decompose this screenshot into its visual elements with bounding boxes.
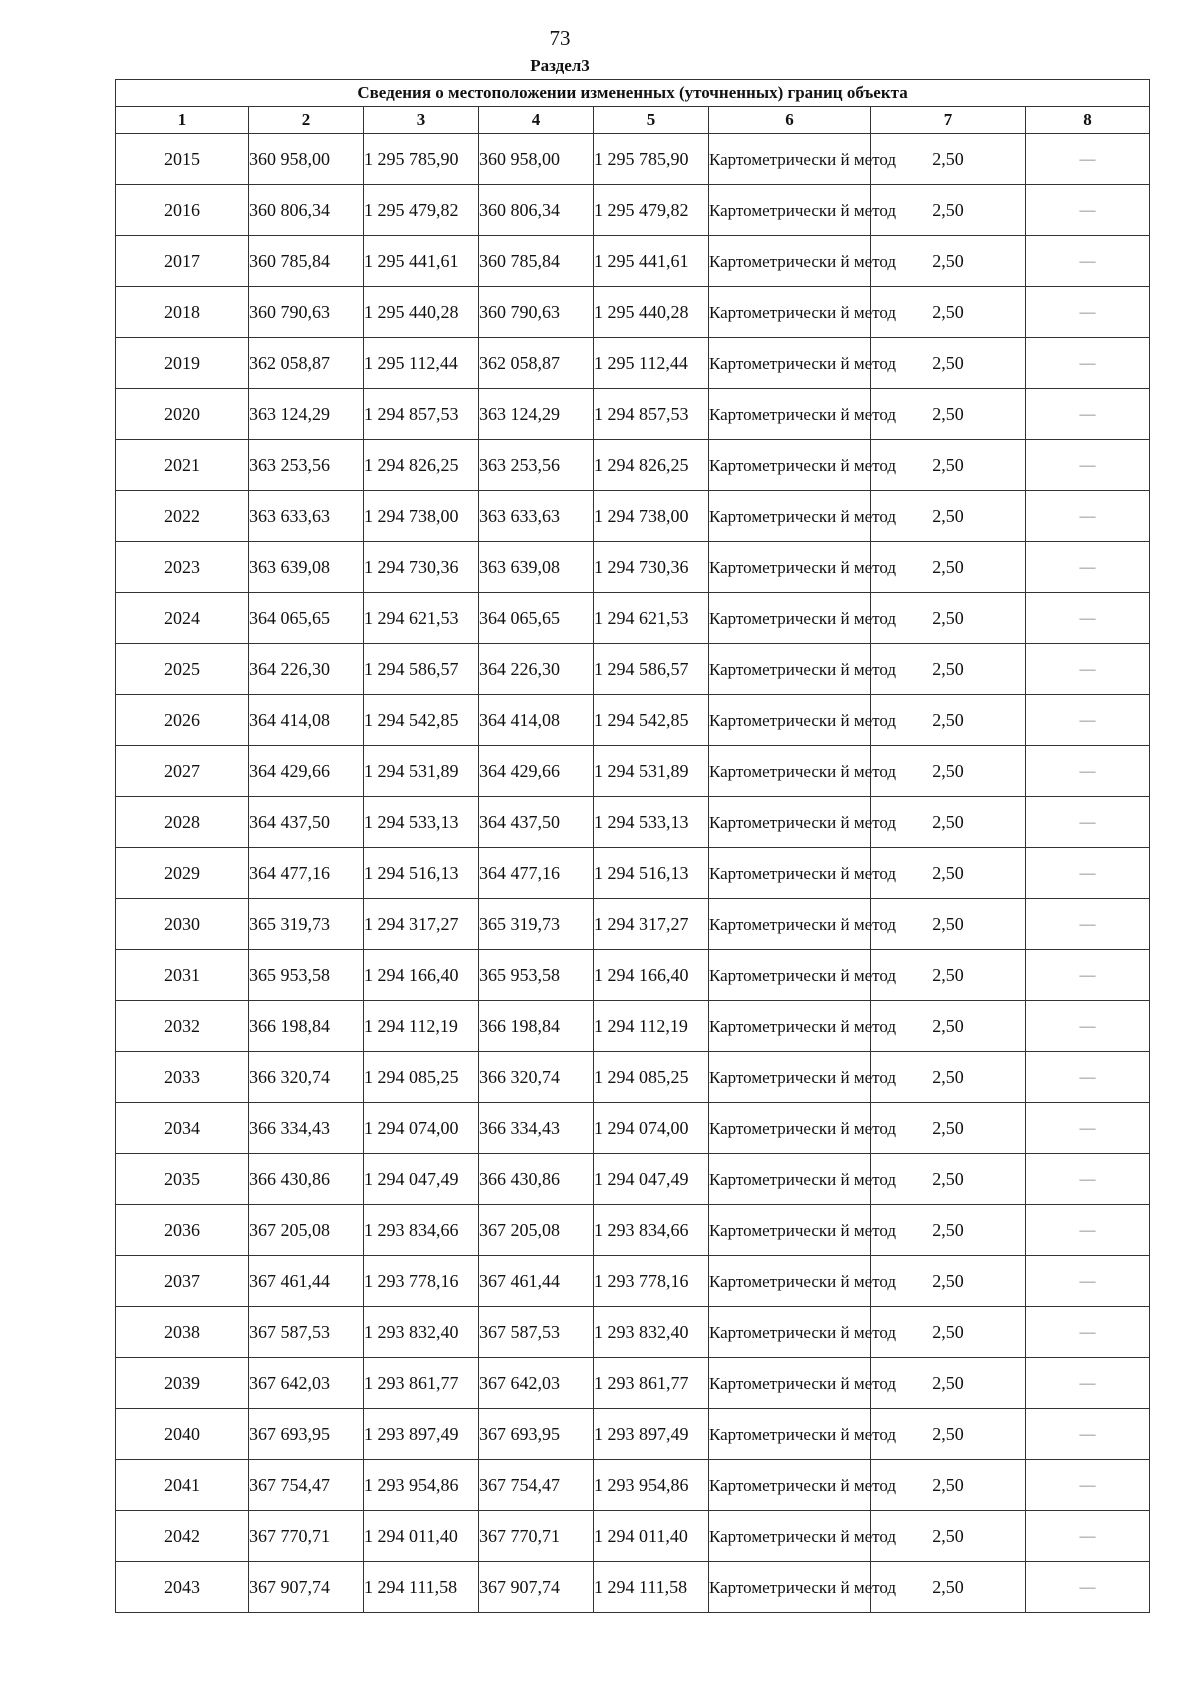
y-new-cell: 1 295 440,28 [594,287,709,338]
accuracy-cell: 2,50 [871,593,1026,644]
table-caption-row [116,80,1150,107]
accuracy-cell: 2,50 [871,848,1026,899]
x-old-cell: 367 754,47 [249,1460,364,1511]
y-old-cell: 1 293 832,40 [364,1307,479,1358]
table-row [116,287,1150,338]
point-number-cell: 2020 [116,389,249,440]
point-number-cell: 2043 [116,1562,249,1613]
point-number-cell: 2015 [116,134,249,185]
column-header: 3 [364,107,479,134]
x-new-cell: 364 429,66 [479,746,594,797]
x-new-cell: 360 785,84 [479,236,594,287]
x-old-cell: 366 430,86 [249,1154,364,1205]
x-new-cell: 365 319,73 [479,899,594,950]
table-row [116,746,1150,797]
x-old-cell: 367 587,53 [249,1307,364,1358]
point-number-cell: 2018 [116,287,249,338]
y-new-cell: 1 294 112,19 [594,1001,709,1052]
table-row [116,695,1150,746]
accuracy-cell: 2,50 [871,185,1026,236]
method-cell: Картометрически й метод [709,593,871,644]
point-number-cell: 2041 [116,1460,249,1511]
x-old-cell: 367 693,95 [249,1409,364,1460]
y-new-cell: 1 293 778,16 [594,1256,709,1307]
table-row [116,542,1150,593]
x-old-cell: 367 461,44 [249,1256,364,1307]
point-number-cell: 2025 [116,644,249,695]
point-number-cell: 2016 [116,185,249,236]
y-old-cell: 1 293 861,77 [364,1358,479,1409]
table-row [116,1205,1150,1256]
x-old-cell: 360 806,34 [249,185,364,236]
point-number-cell: 2034 [116,1103,249,1154]
column-header: 5 [594,107,709,134]
x-old-cell: 363 124,29 [249,389,364,440]
point-number-cell: 2021 [116,440,249,491]
accuracy-cell: 2,50 [871,338,1026,389]
description-cell: — [1026,1358,1150,1409]
y-old-cell: 1 294 516,13 [364,848,479,899]
method-cell: Картометрически й метод [709,950,871,1001]
method-cell: Картометрически й метод [709,797,871,848]
x-new-cell: 367 907,74 [479,1562,594,1613]
x-new-cell: 363 253,56 [479,440,594,491]
method-cell: Картометрически й метод [709,644,871,695]
column-header: 2 [249,107,364,134]
x-old-cell: 367 770,71 [249,1511,364,1562]
y-new-cell: 1 294 011,40 [594,1511,709,1562]
y-new-cell: 1 294 317,27 [594,899,709,950]
y-old-cell: 1 295 785,90 [364,134,479,185]
x-old-cell: 360 785,84 [249,236,364,287]
table-body [116,134,1150,1613]
method-cell: Картометрически й метод [709,287,871,338]
description-cell: — [1026,746,1150,797]
x-new-cell: 364 477,16 [479,848,594,899]
method-cell: Картометрически й метод [709,695,871,746]
method-cell: Картометрически й метод [709,1460,871,1511]
x-old-cell: 366 320,74 [249,1052,364,1103]
x-new-cell: 367 205,08 [479,1205,594,1256]
accuracy-cell: 2,50 [871,797,1026,848]
description-cell: — [1026,1205,1150,1256]
x-new-cell: 366 320,74 [479,1052,594,1103]
y-old-cell: 1 294 533,13 [364,797,479,848]
method-cell: Картометрически й метод [709,185,871,236]
method-cell: Картометрически й метод [709,1409,871,1460]
table-row [116,797,1150,848]
y-new-cell: 1 293 954,86 [594,1460,709,1511]
description-cell: — [1026,1052,1150,1103]
table-row [116,134,1150,185]
description-cell: — [1026,287,1150,338]
column-header: 6 [709,107,871,134]
method-cell: Картометрически й метод [709,1052,871,1103]
y-old-cell: 1 294 738,00 [364,491,479,542]
y-new-cell: 1 293 834,66 [594,1205,709,1256]
accuracy-cell: 2,50 [871,542,1026,593]
column-header: 1 [116,107,249,134]
description-cell: — [1026,491,1150,542]
y-new-cell: 1 294 586,57 [594,644,709,695]
description-cell: — [1026,797,1150,848]
x-old-cell: 366 198,84 [249,1001,364,1052]
y-new-cell: 1 295 479,82 [594,185,709,236]
method-cell: Картометрически й метод [709,1103,871,1154]
point-number-cell: 2030 [116,899,249,950]
x-new-cell: 362 058,87 [479,338,594,389]
description-cell: — [1026,1307,1150,1358]
description-cell: — [1026,848,1150,899]
point-number-cell: 2027 [116,746,249,797]
description-cell: — [1026,542,1150,593]
x-old-cell: 367 642,03 [249,1358,364,1409]
accuracy-cell: 2,50 [871,1154,1026,1205]
accuracy-cell: 2,50 [871,1460,1026,1511]
point-number-cell: 2017 [116,236,249,287]
description-cell: — [1026,1001,1150,1052]
table-row [116,644,1150,695]
description-cell: — [1026,338,1150,389]
y-new-cell: 1 294 621,53 [594,593,709,644]
method-cell: Картометрически й метод [709,848,871,899]
accuracy-cell: 2,50 [871,1511,1026,1562]
point-number-cell: 2040 [116,1409,249,1460]
y-new-cell: 1 295 112,44 [594,338,709,389]
x-old-cell: 364 065,65 [249,593,364,644]
point-number-cell: 2042 [116,1511,249,1562]
x-old-cell: 363 639,08 [249,542,364,593]
x-old-cell: 364 437,50 [249,797,364,848]
y-old-cell: 1 295 112,44 [364,338,479,389]
description-cell: — [1026,236,1150,287]
accuracy-cell: 2,50 [871,899,1026,950]
table-row [116,338,1150,389]
accuracy-cell: 2,50 [871,1409,1026,1460]
y-old-cell: 1 293 778,16 [364,1256,479,1307]
x-old-cell: 364 477,16 [249,848,364,899]
y-new-cell: 1 294 826,25 [594,440,709,491]
method-cell: Картометрически й метод [709,1154,871,1205]
x-old-cell: 364 414,08 [249,695,364,746]
description-cell: — [1026,899,1150,950]
x-new-cell: 360 958,00 [479,134,594,185]
table-row [116,1511,1150,1562]
x-new-cell: 366 334,43 [479,1103,594,1154]
description-cell: — [1026,1154,1150,1205]
point-number-cell: 2035 [116,1154,249,1205]
table-row [116,1103,1150,1154]
table-caption: Сведения о местоположении измененных (уточненных) границ объекта [116,80,1150,107]
x-new-cell: 366 198,84 [479,1001,594,1052]
description-cell: — [1026,440,1150,491]
accuracy-cell: 2,50 [871,1052,1026,1103]
x-old-cell: 365 319,73 [249,899,364,950]
coordinates-table [115,79,1150,1613]
y-old-cell: 1 294 111,58 [364,1562,479,1613]
y-old-cell: 1 293 954,86 [364,1460,479,1511]
table-row [116,593,1150,644]
section-title: Раздел3 [530,56,590,75]
method-cell: Картометрически й метод [709,1001,871,1052]
method-cell: Картометрически й метод [709,1307,871,1358]
table-row [116,1409,1150,1460]
point-number-cell: 2039 [116,1358,249,1409]
description-cell: — [1026,1103,1150,1154]
y-new-cell: 1 294 047,49 [594,1154,709,1205]
x-new-cell: 363 633,63 [479,491,594,542]
method-cell: Картометрически й метод [709,491,871,542]
y-old-cell: 1 294 586,57 [364,644,479,695]
description-cell: — [1026,1562,1150,1613]
x-old-cell: 367 907,74 [249,1562,364,1613]
x-new-cell: 360 790,63 [479,287,594,338]
x-new-cell: 363 124,29 [479,389,594,440]
point-number-cell: 2022 [116,491,249,542]
table-row [116,440,1150,491]
y-old-cell: 1 294 857,53 [364,389,479,440]
y-old-cell: 1 294 047,49 [364,1154,479,1205]
y-new-cell: 1 294 738,00 [594,491,709,542]
y-old-cell: 1 294 011,40 [364,1511,479,1562]
page-number: 73 [549,26,571,50]
y-new-cell: 1 293 861,77 [594,1358,709,1409]
y-new-cell: 1 294 516,13 [594,848,709,899]
table-row [116,1562,1150,1613]
x-old-cell: 363 633,63 [249,491,364,542]
y-new-cell: 1 294 085,25 [594,1052,709,1103]
point-number-cell: 2037 [116,1256,249,1307]
method-cell: Картометрически й метод [709,899,871,950]
x-old-cell: 362 058,87 [249,338,364,389]
point-number-cell: 2038 [116,1307,249,1358]
y-old-cell: 1 294 826,25 [364,440,479,491]
point-number-cell: 2026 [116,695,249,746]
accuracy-cell: 2,50 [871,644,1026,695]
accuracy-cell: 2,50 [871,1256,1026,1307]
y-old-cell: 1 294 531,89 [364,746,479,797]
method-cell: Картометрически й метод [709,338,871,389]
y-old-cell: 1 295 440,28 [364,287,479,338]
point-number-cell: 2033 [116,1052,249,1103]
y-new-cell: 1 294 533,13 [594,797,709,848]
y-old-cell: 1 294 085,25 [364,1052,479,1103]
table-row [116,1460,1150,1511]
table-row [116,1358,1150,1409]
accuracy-cell: 2,50 [871,1001,1026,1052]
description-cell: — [1026,389,1150,440]
method-cell: Картометрически й метод [709,389,871,440]
method-cell: Картометрически й метод [709,542,871,593]
x-old-cell: 365 953,58 [249,950,364,1001]
y-new-cell: 1 294 542,85 [594,695,709,746]
accuracy-cell: 2,50 [871,287,1026,338]
method-cell: Картометрически й метод [709,746,871,797]
method-cell: Картометрически й метод [709,1562,871,1613]
table-row [116,491,1150,542]
accuracy-cell: 2,50 [871,389,1026,440]
point-number-cell: 2024 [116,593,249,644]
point-number-cell: 2031 [116,950,249,1001]
table-head [116,80,1150,134]
method-cell: Картометрически й метод [709,236,871,287]
x-new-cell: 367 587,53 [479,1307,594,1358]
y-old-cell: 1 295 479,82 [364,185,479,236]
y-old-cell: 1 294 166,40 [364,950,479,1001]
y-new-cell: 1 294 531,89 [594,746,709,797]
accuracy-cell: 2,50 [871,1103,1026,1154]
y-old-cell: 1 293 834,66 [364,1205,479,1256]
point-number-cell: 2032 [116,1001,249,1052]
y-new-cell: 1 294 857,53 [594,389,709,440]
y-old-cell: 1 293 897,49 [364,1409,479,1460]
x-old-cell: 360 790,63 [249,287,364,338]
table-row [116,848,1150,899]
column-header: 8 [1026,107,1150,134]
x-new-cell: 364 437,50 [479,797,594,848]
table-row [116,185,1150,236]
column-header: 7 [871,107,1026,134]
table-row [116,1307,1150,1358]
method-cell: Картометрически й метод [709,440,871,491]
description-cell: — [1026,134,1150,185]
accuracy-cell: 2,50 [871,695,1026,746]
accuracy-cell: 2,50 [871,236,1026,287]
point-number-cell: 2036 [116,1205,249,1256]
x-new-cell: 360 806,34 [479,185,594,236]
accuracy-cell: 2,50 [871,440,1026,491]
x-new-cell: 363 639,08 [479,542,594,593]
x-new-cell: 364 065,65 [479,593,594,644]
x-new-cell: 367 693,95 [479,1409,594,1460]
column-header-row [116,107,1150,134]
y-new-cell: 1 294 730,36 [594,542,709,593]
y-old-cell: 1 294 074,00 [364,1103,479,1154]
y-old-cell: 1 294 621,53 [364,593,479,644]
y-new-cell: 1 294 111,58 [594,1562,709,1613]
table-row [116,1154,1150,1205]
x-old-cell: 366 334,43 [249,1103,364,1154]
y-new-cell: 1 294 074,00 [594,1103,709,1154]
description-cell: — [1026,1511,1150,1562]
description-cell: — [1026,1409,1150,1460]
accuracy-cell: 2,50 [871,1562,1026,1613]
table-row [116,1052,1150,1103]
accuracy-cell: 2,50 [871,491,1026,542]
x-old-cell: 367 205,08 [249,1205,364,1256]
table-row [116,236,1150,287]
y-old-cell: 1 294 730,36 [364,542,479,593]
accuracy-cell: 2,50 [871,1358,1026,1409]
y-old-cell: 1 294 317,27 [364,899,479,950]
x-new-cell: 367 770,71 [479,1511,594,1562]
description-cell: — [1026,593,1150,644]
table-row [116,950,1150,1001]
y-new-cell: 1 293 832,40 [594,1307,709,1358]
point-number-cell: 2023 [116,542,249,593]
accuracy-cell: 2,50 [871,1307,1026,1358]
x-new-cell: 364 414,08 [479,695,594,746]
x-new-cell: 367 461,44 [479,1256,594,1307]
description-cell: — [1026,950,1150,1001]
table-row [116,389,1150,440]
description-cell: — [1026,644,1150,695]
x-new-cell: 367 642,03 [479,1358,594,1409]
point-number-cell: 2029 [116,848,249,899]
x-old-cell: 364 226,30 [249,644,364,695]
x-old-cell: 364 429,66 [249,746,364,797]
method-cell: Картометрически й метод [709,1205,871,1256]
x-new-cell: 366 430,86 [479,1154,594,1205]
table-row [116,899,1150,950]
x-new-cell: 365 953,58 [479,950,594,1001]
x-new-cell: 367 754,47 [479,1460,594,1511]
y-new-cell: 1 294 166,40 [594,950,709,1001]
x-old-cell: 363 253,56 [249,440,364,491]
method-cell: Картометрически й метод [709,1256,871,1307]
table-row [116,1256,1150,1307]
description-cell: — [1026,1256,1150,1307]
description-cell: — [1026,185,1150,236]
description-cell: — [1026,1460,1150,1511]
method-cell: Картометрически й метод [709,1511,871,1562]
point-number-cell: 2019 [116,338,249,389]
y-old-cell: 1 294 542,85 [364,695,479,746]
accuracy-cell: 2,50 [871,746,1026,797]
y-new-cell: 1 295 785,90 [594,134,709,185]
y-new-cell: 1 293 897,49 [594,1409,709,1460]
method-cell: Картометрически й метод [709,1358,871,1409]
point-number-cell: 2028 [116,797,249,848]
description-cell: — [1026,695,1150,746]
y-new-cell: 1 295 441,61 [594,236,709,287]
y-old-cell: 1 295 441,61 [364,236,479,287]
accuracy-cell: 2,50 [871,134,1026,185]
x-old-cell: 360 958,00 [249,134,364,185]
x-new-cell: 364 226,30 [479,644,594,695]
column-header: 4 [479,107,594,134]
method-cell: Картометрически й метод [709,134,871,185]
table-row [116,1001,1150,1052]
accuracy-cell: 2,50 [871,1205,1026,1256]
y-old-cell: 1 294 112,19 [364,1001,479,1052]
accuracy-cell: 2,50 [871,950,1026,1001]
